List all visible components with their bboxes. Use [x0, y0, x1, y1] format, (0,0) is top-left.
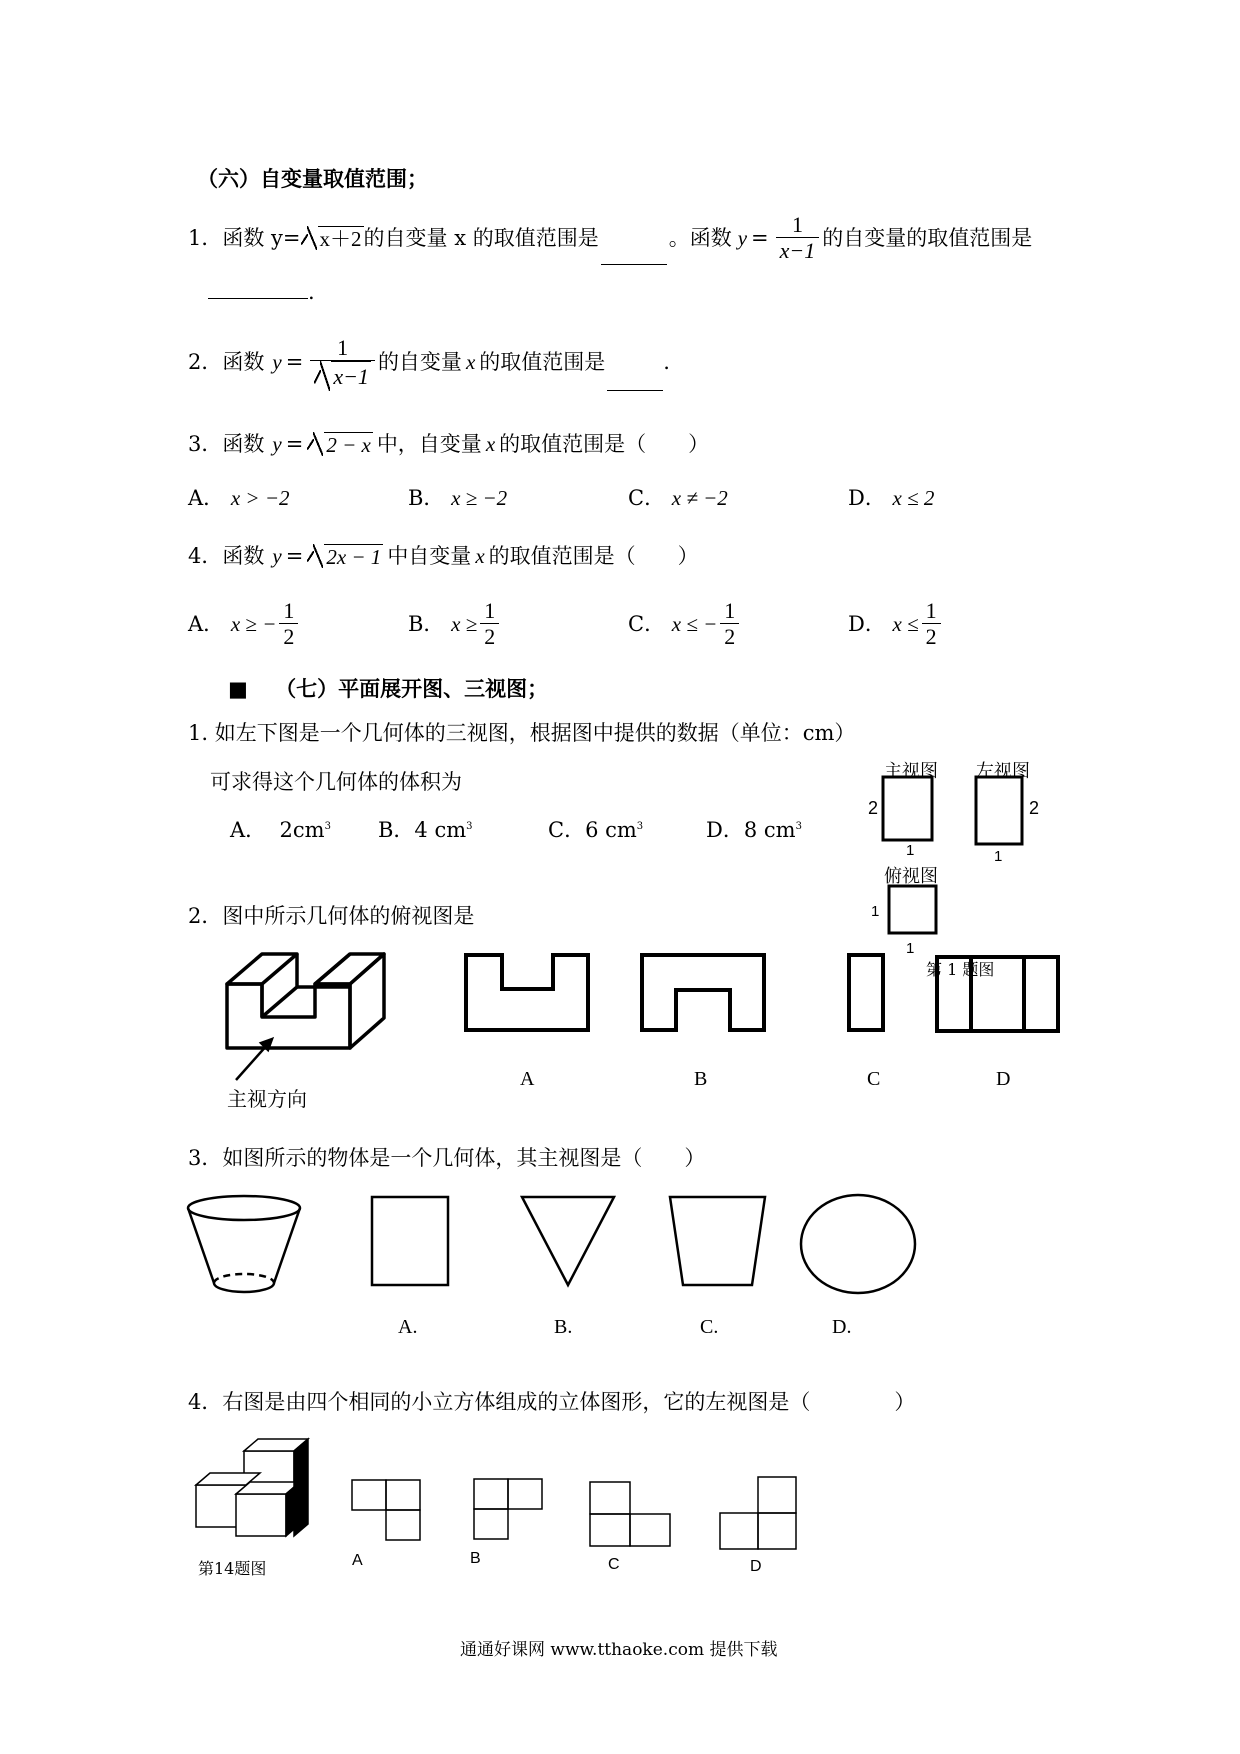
option-relation: x ≥	[451, 611, 478, 636]
left-view-label: 左视图	[976, 761, 1030, 781]
question-text: 的取值范围是（ ）	[499, 431, 710, 456]
exponent: 3	[636, 821, 644, 832]
option-a-label[interactable]: A	[352, 1552, 363, 1569]
equals-sign: =	[285, 431, 304, 456]
fraction-numerator: 1	[724, 598, 736, 623]
math-var: y	[737, 225, 748, 250]
option-label: C．	[628, 611, 666, 636]
question-text: 函数	[222, 431, 265, 456]
question-7-2: 2．图中所示几何体的俯视图是	[188, 904, 475, 928]
option-value: 2cm	[279, 818, 325, 842]
math-var: x	[465, 350, 476, 375]
option-label: B．	[408, 486, 445, 510]
fraction-numerator: 1	[337, 335, 349, 360]
fraction-numerator: 1	[484, 598, 496, 623]
period: .	[308, 280, 315, 304]
front-view-label: 主视图	[884, 761, 938, 781]
option-label: A．	[230, 818, 267, 842]
question-text: 函数	[222, 543, 265, 568]
option-d-label[interactable]: D	[750, 1558, 762, 1575]
fraction-numerator: 1	[791, 212, 803, 237]
option-d-label[interactable]: D	[996, 1068, 1011, 1090]
math-var: x	[485, 431, 496, 456]
option-label: B．4 cm	[378, 818, 467, 842]
fraction-denominator: x−1	[776, 237, 820, 264]
option-b-label[interactable]: B	[694, 1068, 708, 1090]
question-text: 中，自变量	[376, 431, 482, 456]
period: .	[663, 350, 670, 375]
question-7-4: 4．右图是由四个相同的小立方体组成的立体图形，它的左视图是（ ）	[188, 1390, 916, 1414]
dim-label: 2	[868, 798, 879, 818]
fraction-numerator: 1	[925, 598, 937, 623]
exponent: 3	[466, 821, 473, 832]
option-d-shape	[720, 1477, 796, 1549]
fraction-numerator: 1	[283, 598, 295, 623]
option-c-label[interactable]: C	[867, 1068, 881, 1090]
question-7-1-line2: 可求得这个几何体的体积为	[210, 770, 462, 794]
question-text: 的自变量	[377, 350, 462, 375]
cube-stack-figure	[196, 1439, 308, 1536]
question-text: 的自变量 x 的取值范围是	[363, 225, 599, 250]
exponent: 3	[324, 821, 331, 832]
fraction-denominator: 2	[720, 623, 739, 650]
option-label: B．	[408, 611, 445, 636]
top-view-label: 俯视图	[884, 866, 938, 886]
option-b-label[interactable]: B.	[554, 1316, 573, 1338]
option-expr: x > −2	[230, 486, 290, 510]
fraction-denominator: 2	[279, 623, 298, 650]
question-text: 中自变量	[387, 543, 472, 568]
question-number: 3．	[188, 431, 223, 456]
exponent: 3	[795, 821, 802, 832]
dim-label: 1	[994, 848, 1003, 865]
radicand: 2x − 1	[326, 545, 382, 569]
option-label: D．8 cm	[706, 818, 796, 842]
question-number: 4．	[188, 543, 223, 568]
radicand: x＋2	[319, 227, 362, 252]
option-b-label[interactable]: B	[470, 1550, 481, 1567]
option-label: C．	[628, 486, 666, 510]
question-number: 1．	[188, 225, 223, 250]
section-7-title: （七）平面展开图、三视图；	[275, 676, 549, 701]
option-relation: x ≤	[892, 611, 919, 636]
dim-label: 1	[906, 842, 915, 859]
option-label: D．	[848, 611, 886, 636]
math-var: x	[475, 543, 485, 568]
option-a-label[interactable]: A	[520, 1068, 535, 1090]
dim-label: 1	[906, 940, 915, 957]
equals-sign: =	[751, 225, 769, 250]
option-label: D．	[848, 486, 886, 510]
question-text: 的取值范围是	[479, 350, 606, 375]
math-var: y	[272, 431, 282, 456]
dim-label: 1	[871, 903, 880, 920]
option-relation: x ≤ −	[671, 611, 718, 636]
option-a-label[interactable]: A.	[398, 1316, 418, 1338]
footer-text: 通通好课网 www.tthaoke.com 提供下载	[460, 1640, 778, 1660]
question-7-3: 3．如图所示的物体是一个几何体，其主视图是（ ）	[188, 1146, 706, 1170]
option-d-label[interactable]: D.	[832, 1316, 852, 1338]
direction-label: 主视方向	[227, 1087, 307, 1111]
option-c-label[interactable]: C.	[700, 1316, 719, 1338]
option-label: A．	[188, 611, 225, 636]
section-6-title: （六）自变量取值范围；	[197, 166, 428, 191]
option-c-shape	[590, 1482, 670, 1546]
question-text: 的自变量的取值范围是	[822, 225, 1033, 250]
equals-sign: =	[285, 350, 304, 375]
dim-label: 2	[1029, 798, 1040, 818]
question-7-1: 1. 如左下图是一个几何体的三视图，根据图中提供的数据（单位：cm）	[188, 721, 856, 745]
option-expr: x ≥ −2	[451, 486, 508, 510]
option-c-label[interactable]: C	[608, 1556, 620, 1573]
radicand: 2 − x	[326, 433, 371, 457]
math-var: y	[272, 543, 282, 568]
radicand: x−1	[331, 361, 371, 390]
equals-sign: =	[285, 543, 304, 568]
option-label: C．6 cm	[548, 818, 637, 842]
fraction-denominator: 2	[480, 623, 499, 650]
figure-caption: 第 1 题图	[926, 960, 995, 979]
bullet-icon: ■	[228, 676, 248, 701]
option-b-shape	[474, 1479, 542, 1539]
option-a-shape	[352, 1480, 420, 1540]
question-text: 函数 y=	[222, 225, 301, 250]
figure-caption: 第14题图	[198, 1559, 267, 1578]
option-relation: x ≥ −	[230, 611, 277, 636]
option-label: A．	[188, 486, 225, 510]
question-text: 。函数	[668, 225, 732, 250]
option-expr: x ≤ 2	[892, 486, 935, 510]
option-expr: x ≠ −2	[671, 486, 728, 510]
question-number: 2．	[188, 350, 223, 375]
question-text: 的取值范围是（ ）	[488, 543, 699, 568]
fraction-denominator: 2	[922, 623, 941, 650]
question-text: 函数	[222, 350, 265, 375]
math-var: y	[272, 350, 282, 375]
